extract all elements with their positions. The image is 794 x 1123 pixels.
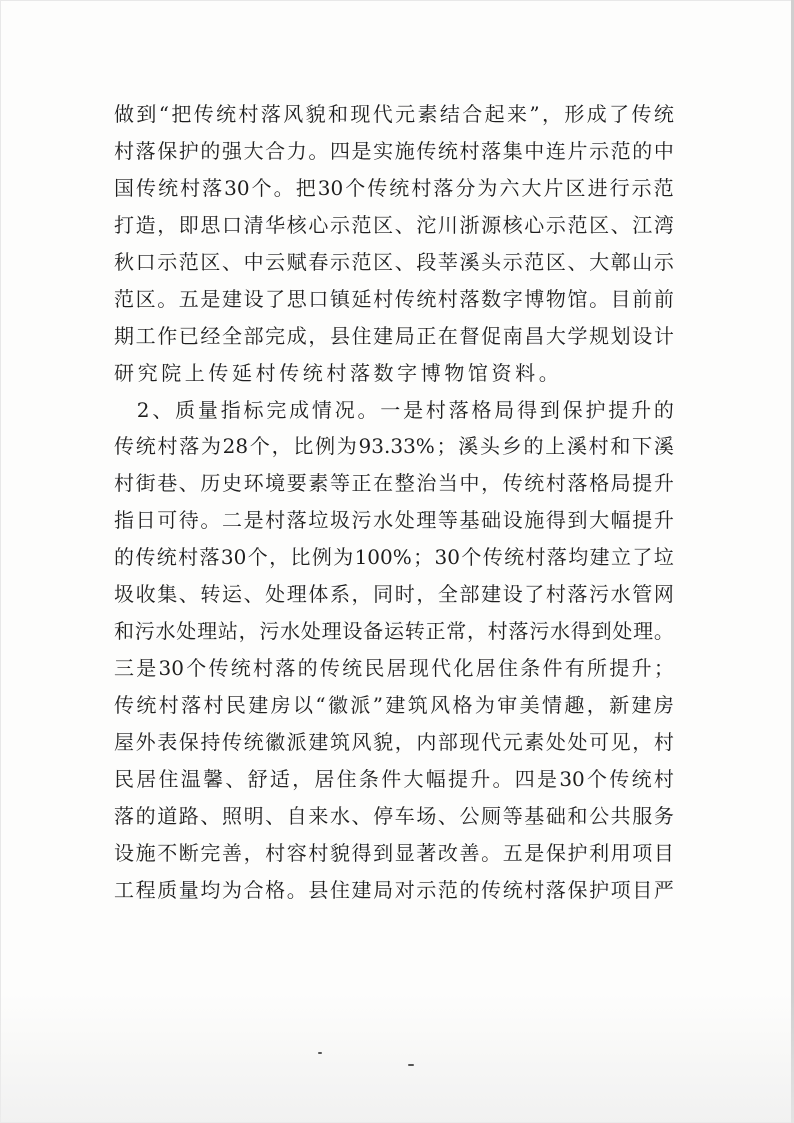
text-line: 工 程 质 量 均 为 合 格 。 县 住 建 局 对 示 范 的 传 统 村 落 保 护 项 目 严 xyxy=(114,877,674,902)
text-line: 三 是 30 个 传 统 村 落 的 传 统 民 居 现 代 化 居 住 条 件 有 所 提 升 ； xyxy=(114,656,674,681)
text-line: 秋 口 示 范 区 、 中 云 赋 春 示 范 区 、 段 莘 溪 头 示 范 区 、 大 鄣 山 示 xyxy=(114,249,674,274)
body-text xyxy=(114,96,674,909)
text-line: 民 居 住 温 馨 、 舒 适 ， 居 住 条 件 大 幅 提 升 。 四 是 30 个 传 统 村 xyxy=(114,766,674,791)
text-line: 圾 收 集 、 转 运 、 处 理 体 系 ， 同 时 ， 全 部 建 设 了 村 落 污 水 管 网 xyxy=(114,582,674,607)
text-line: 做 到 “ 把 传 统 村 落 风 貌 和 现 代 元 素 结 合 起 来 ” ， 形 成 了 传 统 xyxy=(114,102,674,126)
text-line: 研 究 院 上 传 延 村 传 统 村 落 数 字 博 物 馆 资 料 。 xyxy=(114,360,559,385)
text-line: 范 区 。 五 是 建 设 了 思 口 镇 延 村 传 统 村 落 数 字 博 物 馆 。 目 前 前 xyxy=(114,286,674,311)
text-line: 的 传 统 村 落 30 个 ， 比 例 为 100% ； 30 个 传 统 村 落 均 建 立 了 垃 xyxy=(114,545,674,570)
text-line: 屋 外 表 保 持 传 统 徽 派 建 筑 风 貌 ， 内 部 现 代 元 素 处 处 可 见 ， 村 xyxy=(114,729,674,754)
text-line: 打 造 ， 即 思 口 清 华 核 心 示 范 区 、 沱 川 浙 源 核 心 示 范 区 、 江 湾 xyxy=(114,212,674,237)
text-line: 落 的 道 路 、 照 明 、 自 来 水 、 停 车 场 、 公 厕 等 基 础 和 公 共 服 务 xyxy=(114,803,674,828)
text-line: 2 、 质 量 指 标 完 成 情 况 。 一 是 村 落 格 局 得 到 保 护 提 升 的 xyxy=(136,397,674,422)
text-line: 村 落 保 护 的 强 大 合 力 。 四 是 实 施 传 统 村 落 集 中 连 片 示 范 的 中 xyxy=(114,138,674,163)
text-line: 指 日 可 待 。 二 是 村 落 垃 圾 污 水 处 理 等 基 础 设 施 得 到 大 幅 提 升 xyxy=(114,508,674,533)
text-line: 村 街 巷 、 历 史 环 境 要 素 等 正 在 整 治 当 中 ， 传 统 村 落 格 局 提 升 xyxy=(114,471,674,496)
text-line: 和 污 水 处 理 站 ， 污 水 处 理 设 备 运 转 正 常 ， 村 落 污 水 得 到 处 理 。 xyxy=(114,619,674,644)
text-line: 传 统 村 落 村 民 建 房 以 “ 徽 派 ” 建 筑 风 格 为 审 美 情 趣 ， 新 建 房 xyxy=(114,693,674,717)
text-line: 国 传 统 村 落 30 个 。 把 30 个 传 统 村 落 分 为 六 大 片 区 进 行 示 范 xyxy=(114,175,674,200)
text-line: 期 工 作 已 经 全 部 完 成 ， 县 住 建 局 正 在 督 促 南 昌 大 学 规 划 设 计 xyxy=(114,323,674,348)
scan-speck xyxy=(408,1064,414,1066)
scan-speck xyxy=(318,1052,322,1054)
text-line: 传 统 村 落 为 28 个 ， 比 例 为 93.33% ； 溪 头 乡 的 上 溪 村 和 下 溪 xyxy=(114,434,674,459)
text-line: 设 施 不 断 完 善 ， 村 容 村 貌 得 到 显 著 改 善 。 五 是 保 护 利 用 项 目 xyxy=(114,840,674,865)
scan-shadow xyxy=(0,993,794,1123)
